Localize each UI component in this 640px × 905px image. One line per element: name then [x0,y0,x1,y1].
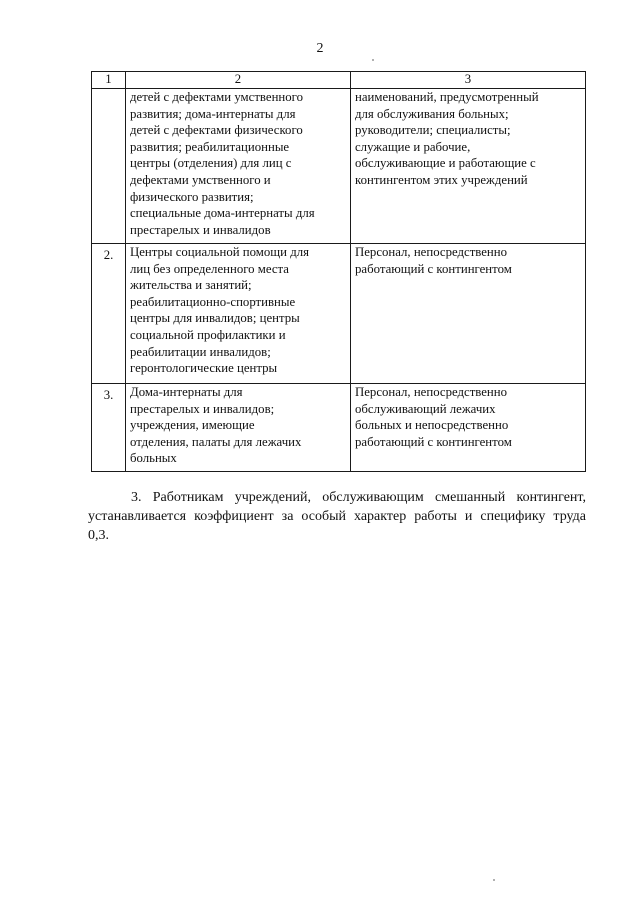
table-row [92,384,586,472]
cell-line: обслуживающие и работающие с [355,156,536,171]
cell-line: лиц без определенного места [130,261,289,276]
cell-line: центры для инвалидов; центры [130,311,300,326]
cell-line: реабилитационно-спортивные [130,294,296,309]
cell-line: Персонал, непосредственно [355,245,508,259]
cell-line: реабилитации инвалидов; [130,344,271,359]
cell-line: детей с дефектами умственного [130,90,304,104]
cell-line: жительства и занятий; [130,278,252,293]
cell-line: специальные дома-интернаты для [130,206,315,221]
cell-line: Центры социальной помощи для [130,245,309,259]
cell-line: социальной профилактики и [130,327,286,342]
cell-line: геронтологические центры [130,361,278,376]
row-number: 3. [92,384,126,472]
coefficient-paragraph [88,488,586,545]
cell-line: престарелых и инвалидов [130,222,271,237]
cell-line: больных и непосредственно [355,418,509,433]
cell-line: Дома-интернаты для [130,385,243,399]
institution-cell [126,244,351,384]
cell-line: служащие и рабочие, [355,139,471,154]
cell-line: развития; реабилитационные [130,139,290,154]
scan-speck [372,59,374,61]
paragraph-line: устанавливается коэффициент за особый характер работы и специфику труда [88,509,586,524]
cell-line: престарелых и инвалидов; [130,401,275,416]
table-row [92,244,586,384]
cell-line: учреждения, имеющие [130,418,255,433]
personnel-cell [351,244,586,384]
institution-cell [126,384,351,472]
paragraph-line: 3. Работникам учреждений, обслуживающим смешанный контингент, [131,490,586,505]
cell-line: руководители; специалисты; [355,123,511,138]
row-number [92,89,126,244]
cell-line: Персонал, непосредственно [355,385,508,399]
scan-speck [493,879,495,881]
cell-line: обслуживающий лежачих [355,401,496,416]
cell-line: наименований, предусмотренный [355,90,539,104]
table-row [92,89,586,244]
header-col-1: 1 [92,72,126,89]
cell-line: для обслуживания больных; [355,106,509,121]
coefficient-table [91,71,586,472]
cell-line: работающий с контингентом [355,434,512,449]
institution-cell [126,89,351,244]
cell-line: контингентом этих учреждений [355,172,528,187]
cell-line: детей с дефектами физического [130,123,303,138]
row-number: 2. [92,244,126,384]
cell-line: дефектами умственного и [130,172,271,187]
cell-line: больных [130,451,177,466]
page-number: 2 [316,41,324,56]
personnel-cell [351,384,586,472]
header-col-2: 2 [126,72,351,89]
cell-line: развития; дома-интернаты для [130,106,296,121]
cell-line: работающий с контингентом [355,261,512,276]
table-header-row [92,72,586,89]
paragraph-line: 0,3. [88,528,109,543]
cell-line: физического развития; [130,189,254,204]
cell-line: центры (отделения) для лиц с [130,156,292,171]
personnel-cell [351,89,586,244]
header-col-3: 3 [351,72,586,89]
cell-line: отделения, палаты для лежачих [130,434,302,449]
